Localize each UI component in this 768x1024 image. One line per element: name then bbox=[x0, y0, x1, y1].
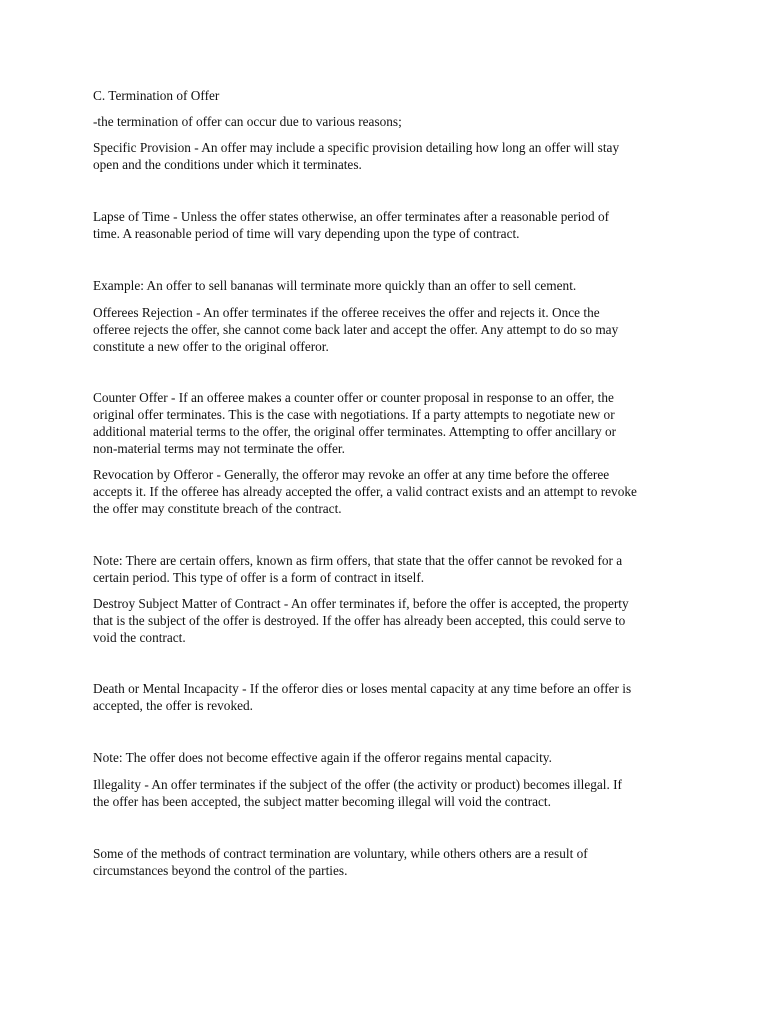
text-line: the offer has been accepted, the subject matter becoming illegal will void the contract. bbox=[93, 794, 551, 809]
paragraph-lapse-of-time bbox=[93, 208, 683, 242]
text-line: Note: The offer does not become effective again if the offeror regains mental capacity. bbox=[93, 750, 552, 765]
text-line: accepts it. If the offeree has already accepted the offer, a valid contract exists and an attempt to revoke bbox=[93, 484, 637, 499]
text-line: certain period. This type of offer is a form of contract in itself. bbox=[93, 570, 425, 585]
text-line: Illegality - An offer terminates if the subject of the offer (the activity or product) becomes illegal. If bbox=[93, 777, 622, 792]
paragraph-firm-offers-note bbox=[93, 552, 683, 586]
text-line: circumstances beyond the control of the parties. bbox=[93, 863, 348, 878]
text-line: constitute a new offer to the original offeror. bbox=[93, 339, 329, 354]
paragraph-counter-offer bbox=[93, 389, 683, 457]
paragraph-conclusion bbox=[93, 845, 683, 879]
text-line: the offer may constitute breach of the contract. bbox=[93, 501, 342, 516]
paragraph-example bbox=[93, 277, 683, 294]
text-line: Destroy Subject Matter of Contract - An offer terminates if, before the offer is accepted, the property bbox=[93, 596, 629, 611]
text-line: Counter Offer - If an offeree makes a counter offer or counter proposal in response to an offer, the bbox=[93, 390, 614, 405]
text-line: Offerees Rejection - An offer terminates if the offeree receives the offer and rejects it. Once the bbox=[93, 305, 600, 320]
text-line: Some of the methods of contract termination are voluntary, while others others are a result of bbox=[93, 846, 588, 861]
intro-line: -the termination of offer can occur due to various reasons; bbox=[93, 114, 402, 129]
paragraph-offerees-rejection bbox=[93, 304, 683, 355]
text-line: Example: An offer to sell bananas will terminate more quickly than an offer to sell cement. bbox=[93, 278, 577, 293]
text-line: void the contract. bbox=[93, 630, 186, 645]
text-line: that is the subject of the offer is destroyed. If the offer has already been accepted, this could serve to bbox=[93, 613, 626, 628]
text-line: Revocation by Offeror - Generally, the offeror may revoke an offer at any time before the offeree bbox=[93, 467, 610, 482]
text-line: additional material terms to the offer, the original offer terminates. Attempting to offer ancillary or bbox=[93, 424, 617, 439]
text-line: open and the conditions under which it terminates. bbox=[93, 157, 362, 172]
paragraph-death-or-incapacity bbox=[93, 680, 683, 714]
paragraph-revocation bbox=[93, 466, 683, 517]
text-line: Note: There are certain offers, known as firm offers, that state that the offer cannot be revoked for a bbox=[93, 553, 623, 568]
paragraph-specific-provision bbox=[93, 139, 683, 173]
text-line: offeree rejects the offer, she cannot come back later and accept the offer. Any attempt to do so may bbox=[93, 322, 619, 337]
text-line: non-material terms may not terminate the offer. bbox=[93, 441, 345, 456]
text-line: time. A reasonable period of time will vary depending upon the type of contract. bbox=[93, 226, 520, 241]
text-line: Specific Provision - An offer may include a specific provision detailing how long an offer will stay bbox=[93, 140, 620, 155]
paragraph-destroy-subject-matter bbox=[93, 595, 683, 646]
paragraph-illegality bbox=[93, 776, 683, 810]
section-heading: C. Termination of Offer bbox=[93, 88, 220, 103]
text-line: Death or Mental Incapacity - If the offeror dies or loses mental capacity at any time before an offer is bbox=[93, 681, 632, 696]
paragraph-mental-capacity-note bbox=[93, 749, 683, 766]
text-line: Lapse of Time - Unless the offer states otherwise, an offer terminates after a reasonable period of bbox=[93, 209, 610, 224]
text-line: accepted, the offer is revoked. bbox=[93, 698, 253, 713]
text-line: original offer terminates. This is the case with negotiations. If a party attempts to negotiate new or bbox=[93, 407, 615, 422]
